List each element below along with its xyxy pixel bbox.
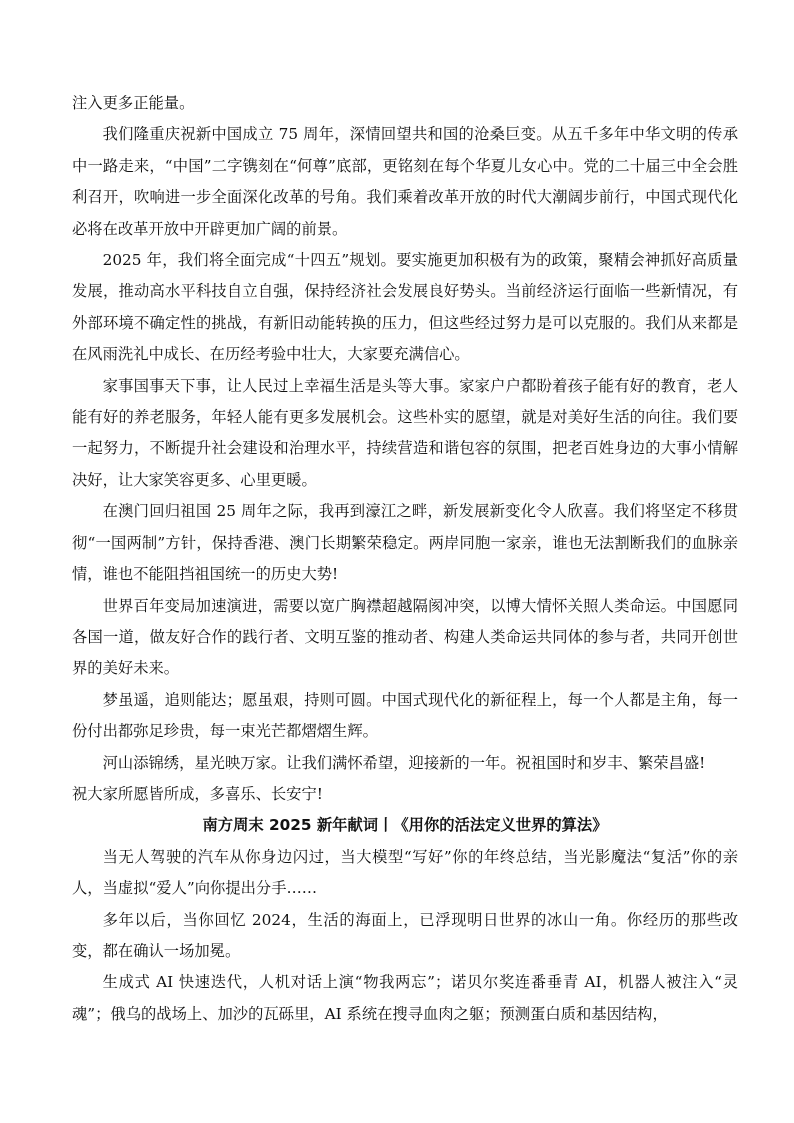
document-page <box>72 88 738 1030</box>
article2-paragraph: 生成式 AI 快速迭代，人机对话上演“物我两忘”；诺贝尔奖连番垂青 AI，机器人被注入“灵魂”；俄乌的战场上、加沙的瓦砾里，AI 系统在搜寻血肉之躯；预测蛋白质和基因结构， <box>72 973 738 1023</box>
article2-title: 南方周末 2025 新年献词丨《用你的活法定义世界的算法》 <box>202 816 608 835</box>
article1-paragraph: 梦虽遥，追则能达；愿虽艰，持则可圆。中国式现代化的新征程上，每一个人都是主角，每一份付出都弥足珍贵，每一束光芒都熠熠生辉。 <box>72 690 738 741</box>
article1-paragraph-continuation: 注入更多正能量。 <box>72 94 195 112</box>
article1-closing-line: 祝大家所愿皆所成，多喜乐、长安宁! <box>72 784 323 803</box>
article1-paragraph: 在澳门回归祖国 25 周年之际，我再到濠江之畔，新发展新变化令人欣喜。我们将坚定不移贯彻“一国两制”方针，保持香港、澳门长期繁荣稳定。两岸同胞一家亲，谁也无法割断我们的血脉亲情，谁也不能阻挡祖国统一的历史大势! <box>72 502 738 584</box>
article2-paragraph: 当无人驾驶的汽车从你身边闪过，当大模型“写好”你的年终总结，当光影魔法“复活”你的亲人，当虚拟“爱人”向你提出分手…… <box>72 847 738 898</box>
article1-paragraph: 河山添锦绣，星光映万家。让我们满怀希望，迎接新的一年。祝祖国时和岁丰、繁荣昌盛! <box>102 753 706 772</box>
article1-paragraph: 我们隆重庆祝新中国成立 75 周年，深情回望共和国的沧桑巨变。从五千多年中华文明的传承中一路走来，“中国”二字镌刻在“何尊”底部，更铭刻在每个华夏儿女心中。党的二十届三中全会胜利召开，吹响进一步全面深化改革的号角。我们乘着改革开放的时代大潮阔步前行，中国式现代化必将在改革开放中开辟更加广阔的前景。 <box>72 125 738 238</box>
article1-paragraph: 2025 年，我们将全面完成“十四五”规划。要实施更加积极有为的政策，聚精会神抓好高质量发展，推动高水平科技自立自强，保持经济社会发展良好势头。当前经济运行面临一些新情况，有外部环境不确定性的挑战，有新旧动能转换的压力，但这些经过努力是可以克服的。我们从来都是在风雨洗礼中成长、在历经考验中壮大，大家要充满信心。 <box>72 251 738 364</box>
article1-paragraph: 家事国事天下事，让人民过上幸福生活是头等大事。家家户户都盼着孩子能有好的教育，老人能有好的养老服务，年轻人能有更多发展机会。这些朴实的愿望，就是对美好生活的向往。我们要一起努力，不断提升社会建设和治理水平，持续营造和谐包容的氛围，把老百姓身边的大事小情解决好，让大家笑容更多、心里更暖。 <box>72 376 738 489</box>
article1-paragraph: 世界百年变局加速演进，需要以宽广胸襟超越隔阂冲突，以博大情怀关照人类命运。中国愿同各国一道，做友好合作的践行者、文明互鉴的推动者、构建人类命运共同体的参与者，共同开创世界的美好未来。 <box>72 596 738 678</box>
article2-paragraph: 多年以后，当你回忆 2024，生活的海面上，已浮现明日世界的冰山一角。你经历的那些改变，都在确认一场加冕。 <box>72 910 738 960</box>
